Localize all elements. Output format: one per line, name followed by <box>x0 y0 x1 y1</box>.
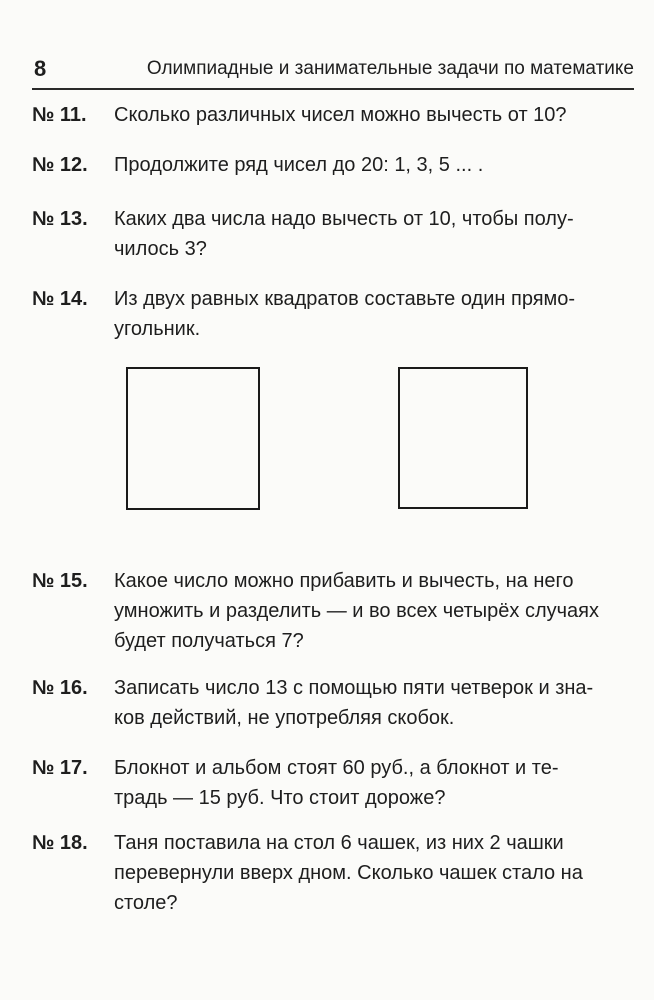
left-square <box>126 367 260 510</box>
problem-text: Какое число можно прибавить и вычесть, на него умножить и разделить — и во всех четырёх случаях будет получаться 7? <box>114 570 600 652</box>
page-header <box>32 52 634 90</box>
problem-text: Из двух равных квадратов составьте один прямо- угольник. <box>114 288 576 340</box>
problem-text: Таня поставила на стол 6 чашек, из них 2 чашки перевернули вверх дном. Сколько чашек стало на столе? <box>114 832 583 914</box>
problem-text: Блокнот и альбом стоят 60 руб., а блокнот и те- традь — 15 руб. Что стоит дороже? <box>114 757 559 809</box>
problem-16 <box>32 673 634 733</box>
problem-text: Записать число 13 с помощью пяти четверок и зна- ков действий, не употребляя скобок. <box>114 677 594 729</box>
page-number: 8 <box>34 56 47 81</box>
problem-11 <box>32 100 634 130</box>
problem-number: № 11. <box>32 104 87 126</box>
problem-number: № 15. <box>32 570 88 592</box>
running-title: Олимпиадные и занимательные задачи по математике <box>146 58 634 79</box>
problem-text: Продолжите ряд чисел до 20: 1, 3, 5 ... . <box>114 154 484 176</box>
problem-text: Сколько различных чисел можно вычесть от 10? <box>114 104 567 126</box>
problem-15 <box>32 566 634 656</box>
problem-number: № 16. <box>32 677 88 699</box>
problem-13 <box>32 204 634 264</box>
problem-12 <box>32 150 634 180</box>
problem-number: № 14. <box>32 288 88 310</box>
problem-text: Каких два числа надо вычесть от 10, чтобы полу- чилось 3? <box>114 208 574 260</box>
problem-number: № 18. <box>32 832 88 854</box>
right-square <box>398 367 528 509</box>
problem-14 <box>32 284 634 344</box>
problem-number: № 13. <box>32 208 88 230</box>
problem-18 <box>32 828 634 918</box>
problem-17 <box>32 753 634 813</box>
problem-number: № 12. <box>32 154 88 176</box>
problem-number: № 17. <box>32 757 88 779</box>
